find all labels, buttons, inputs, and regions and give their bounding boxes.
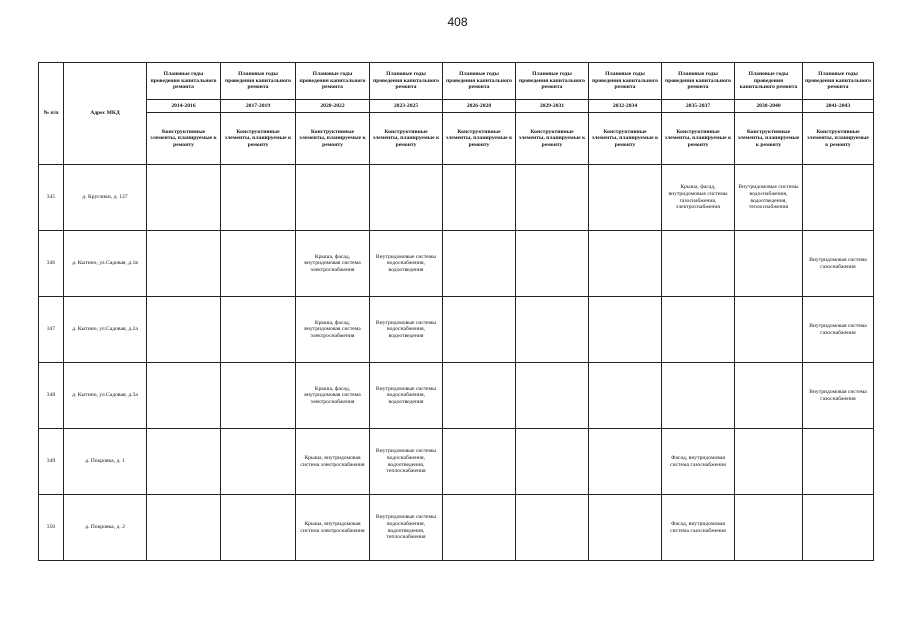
row-cell — [296, 165, 370, 231]
row-cell — [221, 363, 296, 429]
row-cell — [735, 231, 803, 297]
row-cell — [221, 165, 296, 231]
header-row-plan — [39, 63, 874, 100]
row-cell: Крыша, фасад, внутридомовые системы газоснабжения, электроснабжения — [662, 165, 735, 231]
row-cell: Внутридомовые системы водоснабжения, водоотведения — [370, 231, 443, 297]
row-cell: Внутридомовые системы водоснабжения, водоотведения — [370, 297, 443, 363]
table-row — [39, 429, 874, 495]
row-address: д. Кытино, ул.Садовая, д.1в — [64, 231, 147, 297]
table-row — [39, 495, 874, 561]
header-row-years — [39, 100, 874, 113]
row-address: д. Покровка, д. 2 — [64, 495, 147, 561]
row-cell — [662, 231, 735, 297]
header-address: Адрес МКД — [64, 63, 147, 165]
header-num: № п/п — [39, 63, 64, 165]
row-cell — [589, 297, 662, 363]
header-years: 2017-2019 — [221, 100, 296, 113]
row-cell — [147, 363, 221, 429]
row-cell — [221, 495, 296, 561]
header-years: 2023-2025 — [370, 100, 443, 113]
header-years: 2035-2037 — [662, 100, 735, 113]
capital-repair-plan-table — [38, 62, 874, 561]
row-number: 349 — [39, 429, 64, 495]
header-years: 2032-2034 — [589, 100, 662, 113]
row-cell: Крыша, фасад, внутридомовая система электроснабжения — [296, 363, 370, 429]
row-address: д. Покровка, д. 1 — [64, 429, 147, 495]
header-plan-label: Плановые годы проведения капитального ремонта — [735, 63, 803, 100]
row-cell: Крыша, фасад, внутридомовая система электроснабжения — [296, 297, 370, 363]
row-number: 346 — [39, 231, 64, 297]
row-cell — [589, 363, 662, 429]
header-years: 2029-2031 — [516, 100, 589, 113]
header-plan-label: Плановые годы проведения капитального ремонта — [296, 63, 370, 100]
header-years: 2020-2022 — [296, 100, 370, 113]
row-cell — [147, 297, 221, 363]
header-elements-label: Конструктивные элементы, планируемые к ремонту — [221, 113, 296, 165]
row-cell — [221, 429, 296, 495]
row-address: д. Кругликн, д. 127 — [64, 165, 147, 231]
header-years: 2041-2043 — [803, 100, 874, 113]
header-elements-label: Конструктивные элементы, планируемые к ремонту — [147, 113, 221, 165]
row-cell: Фасад, внутридомовая система газоснабжения — [662, 429, 735, 495]
header-elements-label: Конструктивные элементы, планируемые к ремонту — [443, 113, 516, 165]
header-elements-label: Конструктивные элементы, планируемые к ремонту — [370, 113, 443, 165]
row-cell — [735, 297, 803, 363]
row-cell: Внутридомовая система газоснабжения — [803, 297, 874, 363]
row-cell — [516, 495, 589, 561]
row-cell: Крыша, внутридомовая система электроснабжения — [296, 429, 370, 495]
row-cell — [589, 495, 662, 561]
row-cell — [443, 297, 516, 363]
row-cell — [735, 429, 803, 495]
table-row — [39, 231, 874, 297]
row-cell — [662, 297, 735, 363]
table-row — [39, 165, 874, 231]
row-cell: Крыша, фасад, внутридомовая система электроснабжения — [296, 231, 370, 297]
row-cell — [370, 165, 443, 231]
header-plan-label: Плановые годы проведения капитального ремонта — [221, 63, 296, 100]
row-address: д. Кытино, ул.Садовая, д.2а — [64, 297, 147, 363]
row-cell: Внутридомовые системы водоснабжения, водоотведения, теплоснабжения — [370, 495, 443, 561]
header-plan-label: Плановые годы проведения капитального ремонта — [370, 63, 443, 100]
row-cell — [589, 231, 662, 297]
row-cell — [443, 495, 516, 561]
header-elements-label: Конструктивные элементы, планируемые к ремонту — [803, 113, 874, 165]
row-cell — [147, 429, 221, 495]
row-cell — [803, 495, 874, 561]
header-plan-label: Плановые годы проведения капитального ремонта — [516, 63, 589, 100]
header-row-elements — [39, 113, 874, 165]
table-row — [39, 363, 874, 429]
header-plan-label: Плановые годы проведения капитального ремонта — [589, 63, 662, 100]
header-elements-label: Конструктивные элементы, планируемые к ремонту — [735, 113, 803, 165]
row-cell — [803, 165, 874, 231]
row-cell — [443, 231, 516, 297]
header-elements-label: Конструктивные элементы, планируемые к ремонту — [516, 113, 589, 165]
row-address: д. Кытино, ул.Садовая, д.3а — [64, 363, 147, 429]
header-years: 2026-2028 — [443, 100, 516, 113]
row-cell — [662, 363, 735, 429]
header-elements-label: Конструктивные элементы, планируемые к ремонту — [662, 113, 735, 165]
row-cell — [221, 297, 296, 363]
row-cell — [147, 231, 221, 297]
row-cell — [443, 429, 516, 495]
header-elements-label: Конструктивные элементы, планируемые к ремонту — [296, 113, 370, 165]
row-cell — [516, 165, 589, 231]
row-cell — [147, 495, 221, 561]
row-number: 345 — [39, 165, 64, 231]
page-number: 408 — [447, 15, 468, 29]
row-cell: Внутридомовые системы водоснабжения, водоотведения, теплоснабжения — [735, 165, 803, 231]
row-cell: Внутридомовая система газоснабжения — [803, 363, 874, 429]
row-cell — [221, 231, 296, 297]
row-number: 350 — [39, 495, 64, 561]
row-number: 347 — [39, 297, 64, 363]
header-plan-label: Плановые годы проведения капитального ремонта — [662, 63, 735, 100]
header-plan-label: Плановые годы проведения капитального ремонта — [803, 63, 874, 100]
row-cell — [735, 363, 803, 429]
table-row — [39, 297, 874, 363]
row-cell: Фасад, внутридомовая система газоснабжения — [662, 495, 735, 561]
header-years: 2014-2016 — [147, 100, 221, 113]
row-cell — [443, 363, 516, 429]
row-cell — [803, 429, 874, 495]
row-cell: Крыша, внутридомовая система электроснабжения — [296, 495, 370, 561]
row-cell — [516, 363, 589, 429]
row-cell — [735, 495, 803, 561]
row-cell — [443, 165, 516, 231]
row-cell — [516, 231, 589, 297]
header-plan-label: Плановые годы проведения капитального ремонта — [443, 63, 516, 100]
row-cell: Внутридомовая система газоснабжения — [803, 231, 874, 297]
row-cell — [589, 165, 662, 231]
row-cell — [516, 429, 589, 495]
row-cell — [589, 429, 662, 495]
row-cell — [516, 297, 589, 363]
header-elements-label: Конструктивные элементы, планируемые к ремонту — [589, 113, 662, 165]
header-plan-label: Плановые годы проведения капитального ремонта — [147, 63, 221, 100]
row-cell — [147, 165, 221, 231]
row-cell: Внутридомовые системы водоснабжения, водоотведения, теплоснабжения — [370, 429, 443, 495]
row-cell: Внутридомовые системы водоснабжения, водоотведения — [370, 363, 443, 429]
header-years: 2038-2040 — [735, 100, 803, 113]
row-number: 348 — [39, 363, 64, 429]
